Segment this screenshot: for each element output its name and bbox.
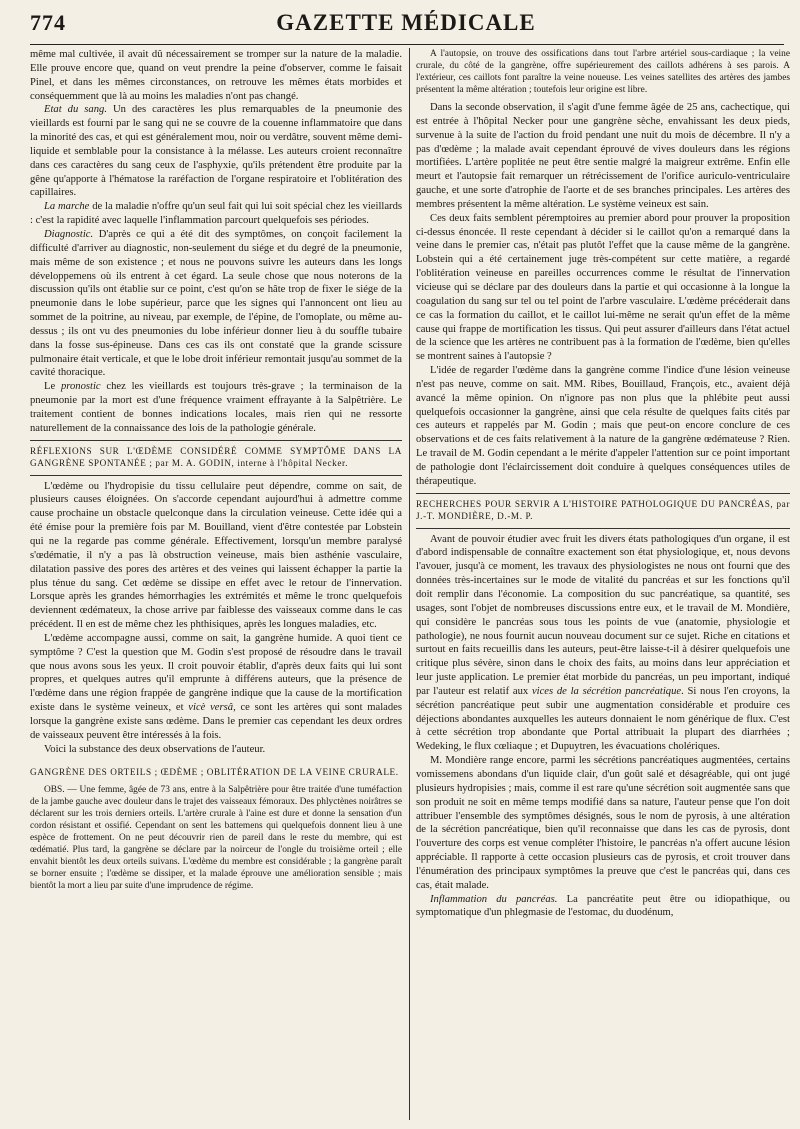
divider xyxy=(30,475,402,476)
paragraph: La marche de la maladie n'offre qu'un seul fait qui lui soit spécial chez les vieillards : c'est la rapidité avec laquelle l'inflammation parcourt quelquefois ses périodes. xyxy=(30,201,402,227)
emphasis: vices de la sécrétion pancréatique xyxy=(531,685,682,697)
autopsy-note: A l'autopsie, on trouve des ossifications dans tout l'arbre artériel sous-cardiaque ; la veine crurale, du côté de la gangrène, offre supérieurement des caillots adhérens à ses parois. A l'extérieur, ces caillots font paraître la veine noueuse. Les veines satellites des artères des jambes présentent la même altération ; toutefois leur origine est libre. xyxy=(416,49,790,95)
journal-title: GAZETTE MÉDICALE xyxy=(276,10,536,35)
paragraph: Dans la seconde observation, il s'agit d'une femme âgée de 25 ans, cachectique, qui est entrée à l'hôpital Necker pour une gangrène sèche, envahissant les deux pieds, survenue à la suite de l'action du froid pendant une nuit du mois de décembre. Il n'y a pas d'œdème ; la malade avait cependant éprouvé de vives douleurs dans les régions mortifiées. L'artère poplitée ne peut être sentie malgré la maigreur extrême. Enfin elle meurt et l'autopsie fait remarquer un rétrécissement de l'orifice auriculo-ventriculaire gauche, et une sorte d'atrophie de l'aorte et de ses branches principales. Les artères des membres présentent la même altération. Le système veineux est sain. xyxy=(416,102,790,210)
paragraph: Diagnostic. D'après ce qui a été dit des symptômes, on conçoit facilement la difficulté d'arriver au diagnostic, non-seulement du siége et du degré de la pneumonie, mais même de son existence ; et nous ne pouvons suivre les auteurs dans les longs développemens où ils entrent à cet égard. La seule chose que nous noterons de la discussion qu'ils ont établie sur ce point, c'est qu'on se hâte trop de fixer le siége de la pneumonie dans le lobe supérieur, parce que les signes qui l'annoncent ont lieu au sommet de la poitrine, au niveau, par exemple, de l'épine, de l'omoplate, ou même au-dessus ; ils ont vu des pneumonies du lobe inférieur donner lieu à du souffle tubaire dans la fosse sus-épineuse. Dans ces cas ils ont constaté que la grande scissure pulmonaire était verticale, et que le lobe droit inférieur remontait jusqu'au sommet de la cavité thoracique. xyxy=(30,228,402,379)
paragraph: L'œdème accompagne aussi, comme on sait, la gangrène humide. A quoi tient ce symptôme ? C'est la question que M. Godin s'est proposé de résoudre dans le travail que nous avons sous les yeux. Il croit pouvoir établir, d'après deux faits qui lui sont propres, et quelques autres qu'il emprunte à différens auteurs, que la présence de l'œdème dans une région frappée de gangrène indique que la cause de la mortification existe dans le système veineux, et vicè versâ, ce sont les artères qui sont malades lorsque la gangrène existe sans œdème. Dans le premier cas cependant les deux ordres de vaisseaux peuvent être intéressés à la fois. xyxy=(30,632,402,741)
paragraph: L'œdème ou l'hydropisie du tissu cellulaire peut dépendre, comme on sait, de plusieurs causes éloignées. On s'accorde cependant aujourd'hui à admettre comme cause prochaine un obstacle quelconque dans la circulation veineuse. Cette idée qui a été émise pour la première fois par M. Bouilland, vient d'être contestée par Lobstein qui ne la regarde pas comme générale. Effectivement, lorsqu'un membre paralysé s'œdématie, il n'y a pas là obstruction veineuse, mais bien asthénie vasculaire, dilatation passive des pores des artères et des veines qui laissent échapper la partie la plus ténue du sang. Cet œdème se dissipe en effet avec le retour de l'innervation. Lorsque après les grandes hémorrhagies les extrémités et même le tronc quelquefois deviennent œdémateux, la chose arrive par faiblesse des vaisseaux comme dans le cas précédent. Il en est de même chez les phthisiques, après les longues maladies, etc. xyxy=(30,480,402,631)
paragraph: L'idée de regarder l'œdème dans la gangrène comme l'indice d'une lésion veineuse n'est pas neuve, comme on sait. MM. Ribes, Bouillaud, François, etc., avaient déjà avancé la même opinion. On n'ignore pas non plus que la phlébite peut aussi quelquefois occasionner la gangrène, ainsi que cela résulte de quelques faits cités par ces auteurs et rappelés par M. Godin ; mais que peut-on encore conclure de ces observations et de ces faits relativement à la nature de la gangrène œdémateuse ? Rien. Le travail de M. Godin cependant a le mérite d'appeler l'attention sur ce point important de pathologie dont l'éclaircissement doit conduire à quelques conséquences utiles de thérapeutique. xyxy=(416,365,790,487)
page-number: 774 xyxy=(30,10,66,35)
section-label: Diagnostic. xyxy=(44,228,94,240)
divider xyxy=(30,440,402,441)
paragraph: Voici la substance des deux observations de l'auteur. xyxy=(44,743,266,755)
observation-heading: GANGRÈNE DES ORTEILS ; ŒDÈME ; OBLITÉRATION DE LA VEINE CRURALE. xyxy=(30,766,399,777)
observation-text: OBS. — Une femme, âgée de 73 ans, entre à la Salpêtrière pour être traitée d'une tuméfaction de la jambe gauche avec douleur dans le trajet des vaisseaux fémoraux. Des phlyctènes noirâtres se déclarent sur les trois derniers orteils. L'artère crurale à l'aine est dure et donne la sensation d'un cordon résistant et ossifié. Cependant on sent les battemens qui quelquefois donnent lieu à une espèce de frottement. On ne peut découvrir rien de pareil dans le reste du membre, qui est œdématié. Plus tard, la gangrène se déclare par la noirceur de l'ongle du troisième orteil ; elle envahit bientôt les deux orteils suivans. L'œdème du membre est considérable ; la gangrène paraît se borner ensuite ; l'œdème se dissiper, et la malade éprouve une amélioration sensible ; mais bientôt la mort a lieu par suite d'une imprudence de régime. xyxy=(30,784,402,891)
section-label: La marche xyxy=(44,201,90,213)
section-label: pronostic xyxy=(60,381,101,393)
article-heading: RÉFLEXIONS SUR L'ŒDÈME CONSIDÉRÉ COMME SYMPTÔME DANS LA GANGRÈNE SPONTANÉE ; par M. A. GODIN, interne à l'hôpital Necker. xyxy=(30,445,402,468)
divider xyxy=(416,528,790,529)
section-label: Inflammation du pancréas. xyxy=(430,893,558,905)
paragraph: Ces deux faits semblent péremptoires au premier abord pour prouver la proposition ci-dessus énoncée. Il reste cependant à décider si le caillot qu'on a remarqué dans la veine dans le premier cas, n'était pas plutôt l'effet que la cause même de la gangrène. Lobstein qui a été certainement juge très-compétent sur cette matière, a regardé l'oblitération veineuse en pareilles occurrences comme le résultat de l'innervation vicieuse qui se déclare par des douleurs dans la partie et qui occasionne à la longue la coagulation du sang sur tel ou tel point de l'arbre vasculaire. L'œdème précéderait dans ce cas la formation du caillot, et le caillot lui-même ne serait qu'un effet de la même cause qui frappe de mortification les tissus. Qui peut assurer d'ailleurs dans l'état actuel de la science que les artères ne contribuent pas à la formation de l'œdème, bien qu'elles se montrent saines à l'autopsie ? xyxy=(416,212,790,363)
page-header xyxy=(30,6,782,40)
article-heading: RECHERCHES POUR SERVIR A L'HISTOIRE PATHOLOGIQUE DU PANCRÉAS, par J.-T. MONDIÈRE, D.-M. P. xyxy=(416,498,790,521)
emphasis: vicè versâ xyxy=(188,702,234,714)
paragraph: Le pronostic chez les vieillards est toujours très-grave ; la terminaison de la pneumonie par la mort est d'une fréquence vraiment effrayante à la Salpêtrière. Le traitement contient de bonnes indications locales, mais rien qui ne ressorte naturellement de la connaissance des lois de la pathologie générale. xyxy=(30,381,402,434)
paragraph: Avant de pouvoir étudier avec fruit les divers états pathologiques d'un organe, il est d'abord indispensable de connaître exactement son état physiologique, et, nous devons l'avouer, jusqu'à ce moment, les travaux des physiologistes ne nous ont fourni que des données très-incertaines sur le mode de vitalité du pancréas et sur les fonctions qu'il doit remplir dans l'économie. La composition du suc pancréatique, sa quantité, ses usages, sont l'objet de nombreuses discussions entre eux, et le travail de M. Mondière, qui considère le pancréas sous tous les points de vue (anatomie, physiologie et pathologie), ne nous fournit aucun nouveau document sur ce sujet. Riche en citations et surtout en faits recueillis dans les auteurs, peut-être laisse-t-il à désirer quelquefois une critique plus sévère, sinon dans le choix des faits, au moins dans leur appréciation et leur juste application. Le premier état morbide du pancréas, un peu important, indiqué par l'auteur est relatif aux vices de la sécrétion pancréatique. Si nous l'en croyons, la sécrétion pancréatique peut subir une augmentation considérable et produire ces déjections abondantes auxquelles les auteurs donnaient le nom générique de flux. C'est à cette sécrétion trop abondante que Portal attribuait la plupart des diarrhées ; Wedeking, le flux cœliaque ; et Dupuytren, les évacuations cholériques. xyxy=(416,533,790,753)
paragraph: même mal cultivée, il avait dû nécessairement se tromper sur la nature de la maladie. Elle prouve encore que, quand on veut prendre la peine d'observer, comme le faisait Pinel, et dans les mêmes circonstances, on retrouve les mêmes états morbides et conséquemment que là au moins les maladies n'ont pas changé. xyxy=(30,49,402,102)
header-rule xyxy=(30,44,784,45)
paragraph: M. Mondière range encore, parmi les sécrétions pancréatiques augmentées, certains vomissemens abondans d'un liquide clair, d'un goût salé et désagréable, qui ont jugé plusieurs hydropisies ; mais, comme il est rare qu'une sécrétion soit augmentée sans que son produit ne soit en même temps modifié dans sa nature, l'auteur pense que l'on doit attribuer l'ensemble des symptômes désignés, sous le nom de pyrosis, à une altération de la sécrétion pancréatique, bien qu'il reconnaisse que dans les cas de pyrosis, dont l'ouverture des corps est venue compléter l'histoire, le pancréas n'a offert aucune lésion appréciable. Il rapporte à cette occasion plusieurs cas de pyrosis, et croit trouver dans l'énumération des principaux symptômes la preuve que c'est le pancréas qui, dans ces cas, était malade. xyxy=(416,755,790,891)
paragraph: Etat du sang. Un des caractères les plus remarquables de la pneumonie des vieillards est fourni par le sang qui ne se couvre de la couenne inflammatoire que dans la minorité des cas, et qui est généralement mou, noir ou verdâtre, souvent même demi-liquide et semblable pour la consistance à la mélasse. Les auteurs croient reconnaître dans ces caractères du sang ceux de l'asphyxie, qu'ils prétendent être produite par la gêne qu'apporte à l'hématose la raréfaction de l'organe respiratoire et l'oblitération des capillaires. xyxy=(30,104,402,199)
column-separator xyxy=(409,48,410,1120)
left-column xyxy=(30,48,402,1120)
divider xyxy=(416,493,790,494)
section-label: Etat du sang. xyxy=(44,104,107,116)
right-column xyxy=(416,48,790,1120)
paragraph: Inflammation du pancréas. La pancréatite peut être ou idiopathique, ou symptomatique d'un phlegmasie de l'estomac, du duodénum, xyxy=(416,893,790,919)
